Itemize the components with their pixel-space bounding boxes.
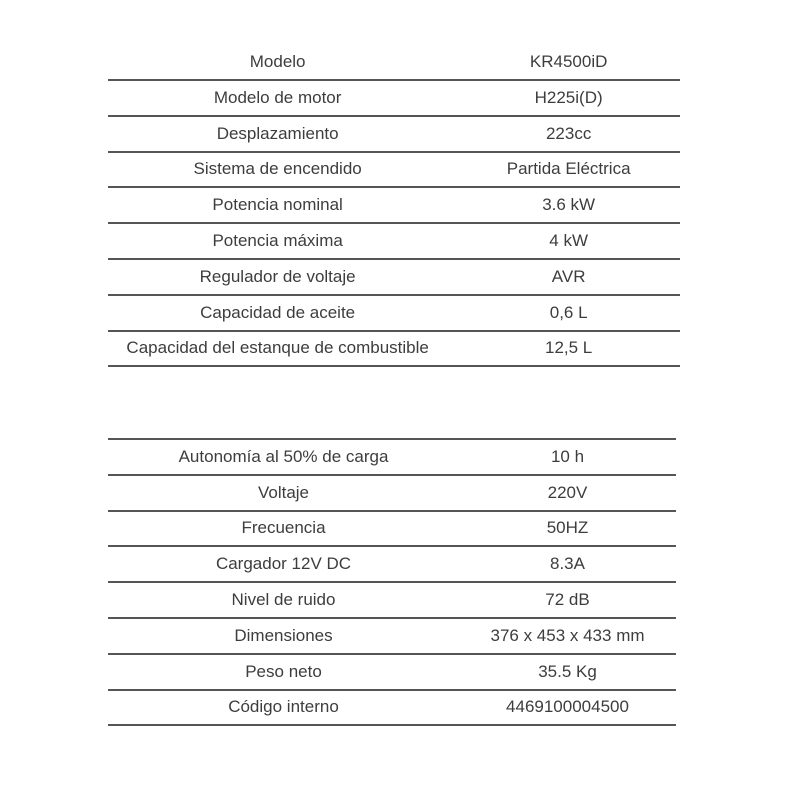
spec-label: Capacidad del estanque de combustible bbox=[108, 331, 457, 367]
spec-value: 0,6 L bbox=[457, 295, 680, 331]
spec-value: AVR bbox=[457, 259, 680, 295]
spec-table-general bbox=[108, 44, 680, 367]
table-row bbox=[108, 223, 680, 259]
spec-value: 376 x 453 x 433 mm bbox=[459, 618, 676, 654]
spec-value: 10 h bbox=[459, 439, 676, 475]
spec-value: Partida Eléctrica bbox=[457, 152, 680, 188]
spec-label: Sistema de encendido bbox=[108, 152, 457, 188]
table-row bbox=[108, 295, 680, 331]
table-row bbox=[108, 187, 680, 223]
spec-table-electrical bbox=[108, 438, 676, 726]
table-row bbox=[108, 116, 680, 152]
table-row bbox=[108, 546, 676, 582]
table-row bbox=[108, 44, 680, 80]
table-row bbox=[108, 259, 680, 295]
table-row bbox=[108, 690, 676, 726]
spec-label: Voltaje bbox=[108, 475, 459, 511]
spec-value: 50HZ bbox=[459, 511, 676, 547]
spec-label: Capacidad de aceite bbox=[108, 295, 457, 331]
table-row bbox=[108, 511, 676, 547]
spec-value: 4469100004500 bbox=[459, 690, 676, 726]
table-row bbox=[108, 582, 676, 618]
spec-value: 3.6 kW bbox=[457, 187, 680, 223]
spec-value: 4 kW bbox=[457, 223, 680, 259]
spec-label: Potencia máxima bbox=[108, 223, 457, 259]
spec-value: KR4500iD bbox=[457, 44, 680, 80]
table-row bbox=[108, 654, 676, 690]
spec-value: 12,5 L bbox=[457, 331, 680, 367]
spec-value: 223cc bbox=[457, 116, 680, 152]
table-row bbox=[108, 475, 676, 511]
spec-label: Regulador de voltaje bbox=[108, 259, 457, 295]
spec-label: Dimensiones bbox=[108, 618, 459, 654]
spec-label: Autonomía al 50% de carga bbox=[108, 439, 459, 475]
spec-label: Modelo bbox=[108, 44, 457, 80]
spec-value: H225i(D) bbox=[457, 80, 680, 116]
spec-label: Potencia nominal bbox=[108, 187, 457, 223]
spec-label: Modelo de motor bbox=[108, 80, 457, 116]
table-row bbox=[108, 331, 680, 367]
spec-label: Desplazamiento bbox=[108, 116, 457, 152]
spec-value: 220V bbox=[459, 475, 676, 511]
spec-value: 35.5 Kg bbox=[459, 654, 676, 690]
spec-label: Nivel de ruido bbox=[108, 582, 459, 618]
table-row bbox=[108, 152, 680, 188]
spec-label: Código interno bbox=[108, 690, 459, 726]
table-row bbox=[108, 618, 676, 654]
table-row bbox=[108, 80, 680, 116]
table-row bbox=[108, 439, 676, 475]
spec-value: 8.3A bbox=[459, 546, 676, 582]
spec-label: Peso neto bbox=[108, 654, 459, 690]
spec-label: Frecuencia bbox=[108, 511, 459, 547]
spec-value: 72 dB bbox=[459, 582, 676, 618]
spec-label: Cargador 12V DC bbox=[108, 546, 459, 582]
